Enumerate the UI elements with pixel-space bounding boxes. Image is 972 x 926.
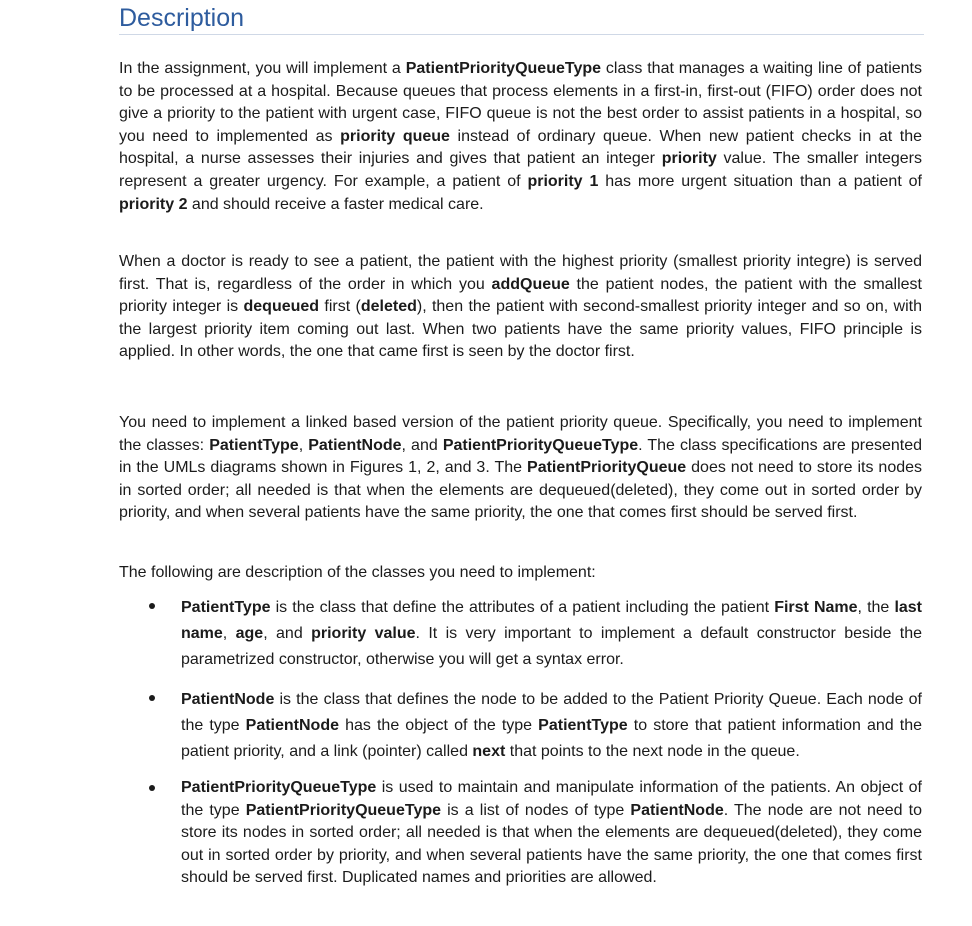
bullet-icon xyxy=(149,695,155,701)
list-item-patient-priority-queue-type xyxy=(119,777,922,890)
bold-term: addQueue xyxy=(491,275,570,293)
paragraph-intro: In the assignment, you will implement a PatientPriorityQueueType class that manages a waiting line of patients to be processed at a hospital. Because queues that process elements in a first-in, first-out (FIFO) order does not give a priority to the patient with urgent case, FIFO queue is not the best order to assist patients in a hospital, so you need to implemented as priority queue instead of ordinary queue. When new patient checks in at the hospital, a nurse assesses their injuries and gives that patient an integer priority value. The smaller integers represent a greater urgency. For example, a patient of priority 1 has more urgent situation than a patient of priority 2 and should receive a faster medical care. xyxy=(119,60,923,213)
paragraph-class-list-intro: The following are description of the classes you need to implement: xyxy=(119,564,596,581)
bold-term: PatientType xyxy=(538,717,628,734)
bold-term: age xyxy=(235,625,264,642)
bold-term: First Name xyxy=(774,599,858,616)
bold-term: priority value xyxy=(311,625,416,642)
paragraph-doctor-service: When a doctor is ready to see a patient, the patient with the highest priority (smallest priority integre) is served first. That is, regardless of the order in which you addQueue the patient nodes, the patient with the smallest priority integer is dequeued first (deleted), then the patient with second-smallest priority integer and so on, with the largest priority item coming out last. When two patients have the same priority values, FIFO principle is applied. In other words, the one that came first is seen by the doctor first. xyxy=(119,253,923,361)
list-item-text: PatientNode is the class that defines the node to be added to the Patient Priority Queue. Each node of the type PatientNode has the object of the type PatientType to store that patient information and the patient priority, and a link (pointer) called next that points to the next node in the queue. xyxy=(181,691,922,760)
bold-term: PatientPriorityQueueType xyxy=(181,779,377,796)
bold-term: priority xyxy=(661,150,717,168)
bold-term: PatientType xyxy=(181,599,271,616)
list-item-text: PatientType is the class that define the attributes of a patient including the patient First Name, the last name, age, and priority value. It is very important to implement a default constructor beside the parametrized constructor, otherwise you will get a syntax error. xyxy=(181,599,923,668)
bold-term: priority 2 xyxy=(119,195,188,213)
bold-term: PatientNode xyxy=(308,436,402,454)
list-item-patient-type xyxy=(119,595,922,673)
bold-term: PatientNode xyxy=(630,801,724,819)
bold-term: PatientPriorityQueue xyxy=(527,459,687,477)
bold-term: PatientType xyxy=(209,436,299,454)
bold-term: next xyxy=(472,743,506,760)
bullet-icon xyxy=(149,603,155,609)
bold-term: priority queue xyxy=(340,127,450,145)
list-item-patient-node xyxy=(119,687,922,765)
bold-term: PatientNode xyxy=(245,717,339,734)
bold-term: last name xyxy=(181,599,923,642)
bold-term: PatientNode xyxy=(181,691,275,708)
paragraph-implementation: You need to implement a linked based version of the patient priority queue. Specifically, you need to implement the classes: PatientType, PatientNode, and PatientPriorityQueueType. The class specifications are presented in the UMLs diagrams shown in Figures 1, 2, and 3. The PatientPriorityQueue does not need to store its nodes in sorted order; all needed is that when the elements are dequeued(deleted), they come out in sorted order by priority, and when several patients have the same priority, the one that comes first should be served first. xyxy=(119,414,923,522)
bold-term: priority 1 xyxy=(527,172,599,190)
list-item-text: PatientPriorityQueueType is used to maintain and manipulate information of the patients. An object of the type PatientPriorityQueueType is a list of nodes of type PatientNode. The node are not need to store its nodes in sorted order; all needed is that when the elements are dequeued(deleted), they come out in sorted order by priority, and when several patients have the same priority, the one that comes first should be served first. Duplicated names and priorities are allowed. xyxy=(181,779,923,887)
bold-term: dequeued xyxy=(243,298,320,316)
bold-term: PatientPriorityQueueType xyxy=(405,60,602,77)
bold-term: deleted xyxy=(360,298,417,316)
bold-term: PatientPriorityQueueType xyxy=(245,801,442,819)
bullet-icon xyxy=(149,785,155,791)
class-description-list xyxy=(119,595,922,890)
section-heading: Description xyxy=(119,2,924,35)
bold-term: PatientPriorityQueueType xyxy=(442,436,639,454)
